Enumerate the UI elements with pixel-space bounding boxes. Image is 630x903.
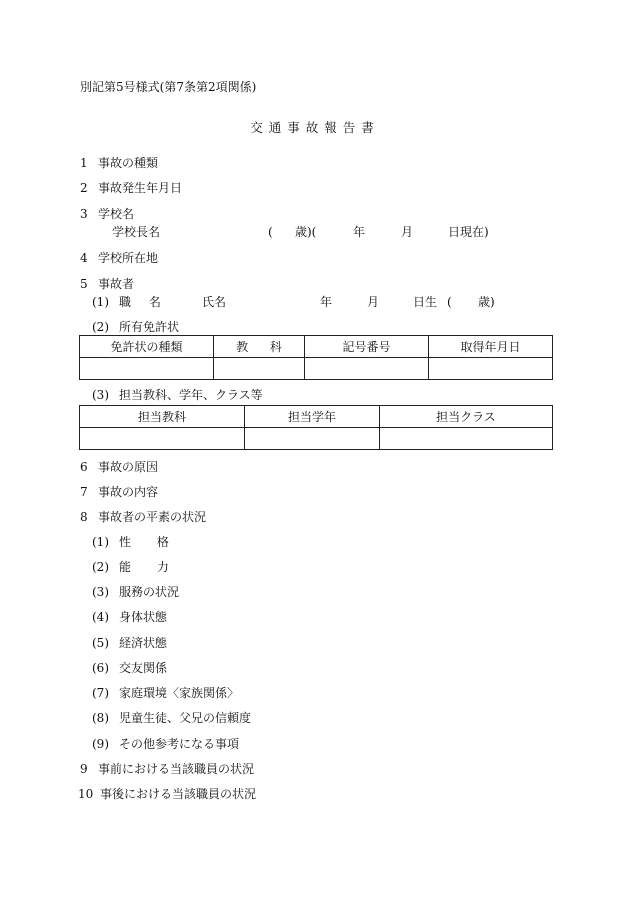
acquired-date-header: 取得年月日 — [429, 336, 553, 358]
item-5-number: 5 — [80, 277, 88, 291]
license-table — [79, 335, 553, 380]
sub-item-label: 能 力 — [119, 560, 169, 574]
sub-item-number: (9) — [92, 737, 109, 751]
sub-item-label: 交友関係 — [119, 661, 168, 675]
person-name-label: 氏名 — [202, 295, 227, 309]
table-header-row — [80, 406, 553, 428]
subject-header: 教 科 — [214, 336, 305, 358]
birth-year-label: 年 — [320, 295, 333, 309]
item-9-label: 事前における当該職員の状況 — [98, 762, 255, 776]
item-5-label: 事故者 — [98, 277, 135, 291]
sub-item-label: 家庭環境〈家族関係〉 — [119, 686, 240, 700]
sub-2-number: (2) — [92, 320, 109, 334]
item-3-number: 3 — [80, 207, 88, 221]
sub-item-label: 服務の状況 — [119, 585, 180, 599]
item-8-number: 8 — [80, 510, 88, 524]
principal-name-label: 学校長名 — [112, 225, 161, 239]
principal-age-open: ( — [268, 225, 273, 239]
sub-3-number: (3) — [92, 388, 109, 402]
table-header-row — [80, 336, 553, 358]
serial-number-header: 記号番号 — [305, 336, 429, 358]
license-type-header: 免許状の種類 — [80, 336, 214, 358]
job-title-label: 職 名 — [119, 295, 161, 309]
assignment-section-label: 担当教科、学年、クラス等 — [119, 388, 263, 402]
sub-item-label: 性 格 — [119, 535, 169, 549]
assigned-class-header: 担当クラス — [380, 406, 553, 428]
sub-item-label: その他参考になる事項 — [119, 737, 240, 751]
form-reference: 別記第5号様式(第7条第2項関係) — [80, 80, 257, 94]
table-row — [80, 358, 553, 380]
sub-item-label: 身体状態 — [119, 610, 168, 624]
assignment-table — [79, 405, 553, 450]
assigned-class-cell[interactable] — [380, 428, 553, 450]
assigned-grade-cell[interactable] — [245, 428, 380, 450]
birth-month-label: 月 — [367, 295, 380, 309]
subject-cell[interactable] — [214, 358, 305, 380]
assigned-subject-header: 担当教科 — [80, 406, 245, 428]
license-type-cell[interactable] — [80, 358, 214, 380]
sub-item-number: (4) — [92, 610, 109, 624]
principal-age-unit: 歳)( — [295, 225, 317, 239]
sub-item-number: (2) — [92, 560, 109, 574]
sub-item-number: (8) — [92, 711, 109, 725]
item-4-label: 学校所在地 — [98, 251, 159, 265]
sub-item-number: (1) — [92, 535, 109, 549]
item-6-number: 6 — [80, 460, 88, 474]
as-of-year-label: 年 — [353, 225, 366, 239]
acquired-date-cell[interactable] — [429, 358, 553, 380]
sub-item-label: 経済状態 — [119, 636, 168, 650]
item-1-number: 1 — [80, 156, 88, 170]
item-10-number: 10 — [78, 787, 94, 801]
age-label: 歳) — [478, 295, 495, 309]
item-8-label: 事故者の平素の状況 — [98, 510, 207, 524]
sub-item-number: (6) — [92, 661, 109, 675]
sub-item-label: 児童生徒、父兄の信頼度 — [119, 711, 252, 725]
item-2-number: 2 — [80, 181, 88, 195]
item-1-label: 事故の種類 — [98, 156, 159, 170]
sub-1-number: (1) — [92, 295, 109, 309]
document-title: 交通事故報告書 — [250, 120, 380, 135]
assigned-grade-header: 担当学年 — [245, 406, 380, 428]
item-4-number: 4 — [80, 251, 88, 265]
item-2-label: 事故発生年月日 — [98, 181, 183, 195]
as-of-day-label: 日現在) — [448, 225, 489, 239]
serial-number-cell[interactable] — [305, 358, 429, 380]
item-7-label: 事故の内容 — [98, 485, 159, 499]
table-row — [80, 428, 553, 450]
assigned-subject-cell[interactable] — [80, 428, 245, 450]
sub-item-number: (7) — [92, 686, 109, 700]
sub-item-number: (3) — [92, 585, 109, 599]
item-6-label: 事故の原因 — [98, 460, 159, 474]
as-of-month-label: 月 — [401, 225, 414, 239]
item-7-number: 7 — [80, 485, 88, 499]
item-9-number: 9 — [80, 762, 88, 776]
item-10-label: 事後における当該職員の状況 — [100, 787, 257, 801]
age-open-paren: ( — [447, 295, 452, 309]
birth-day-label: 日生 — [413, 295, 438, 309]
sub-item-number: (5) — [92, 636, 109, 650]
license-section-label: 所有免許状 — [119, 320, 180, 334]
item-3-label: 学校名 — [98, 207, 135, 221]
